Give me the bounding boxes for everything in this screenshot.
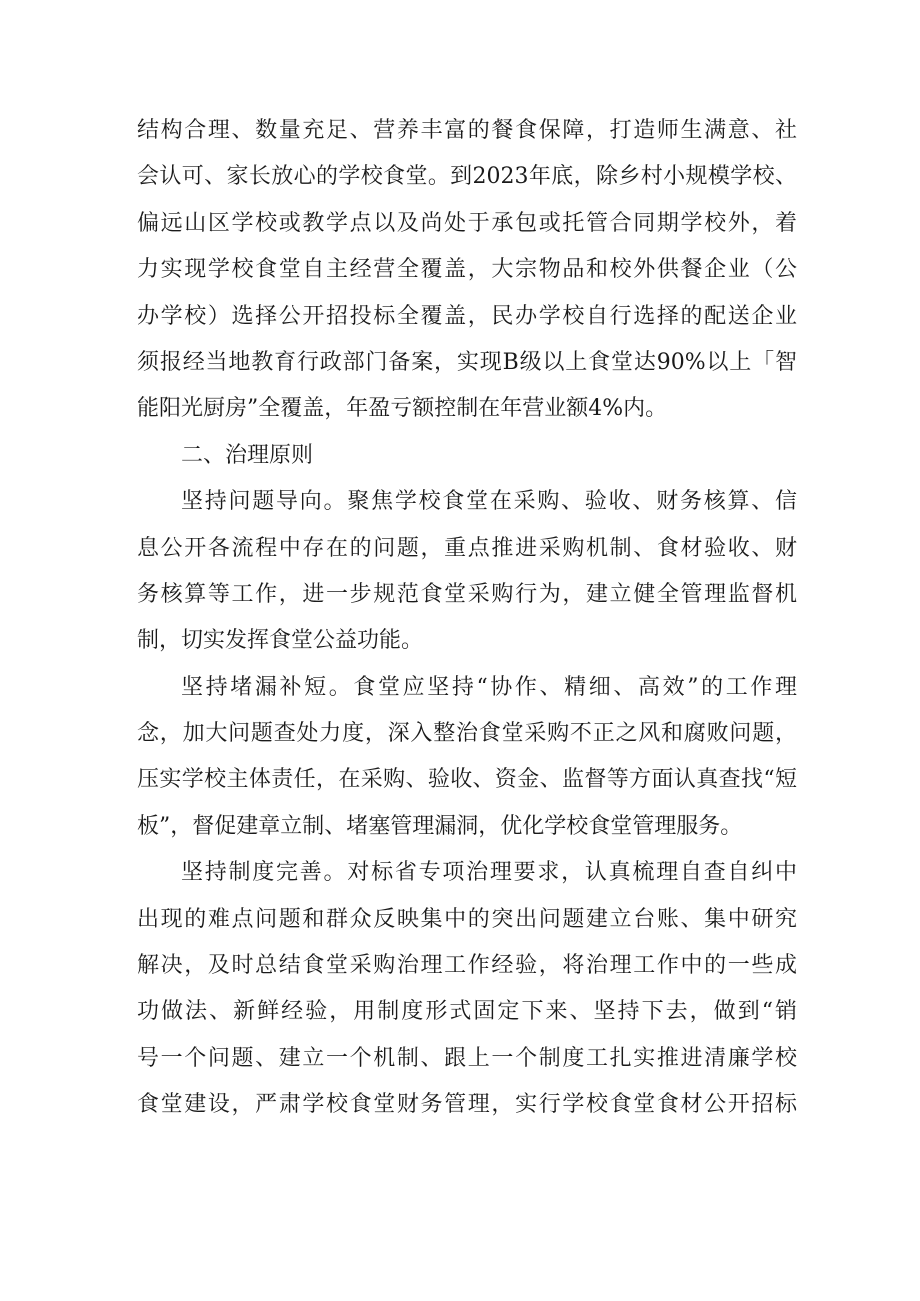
text-line: 办学校）选择公开招投标全覆盖，民办学校自行选择的配送企业 <box>137 303 797 329</box>
text-line: 念，加大问题查处力度，深入整治食堂采购不正之风和腐败问题， <box>137 721 797 747</box>
text-line: 息公开各流程中存在的问题，重点推进采购机制、食材验收、财 <box>137 535 797 561</box>
text-line: 力实现学校食堂自主经营全覆盖，大宗物品和校外供餐企业（公 <box>137 257 797 283</box>
text-line: 出现的难点问题和群众反映集中的突出问题建立台账、集中研究 <box>137 906 797 932</box>
text-line: 坚持问题导向。聚焦学校食堂在采购、验收、财务核算、信 <box>181 489 797 515</box>
text-line: 板”，督促建章立制、堵塞管理漏洞，优化学校食堂管理服务。 <box>137 813 743 839</box>
text-line: 解决，及时总结食堂采购治理工作经验，将治理工作中的一些成 <box>137 953 797 979</box>
section-heading: 二、治理原则 <box>181 442 314 468</box>
text-line: 结构合理、数量充足、营养丰富的餐食保障，打造师生满意、社 <box>137 118 797 143</box>
text-line: 食堂建设，严肃学校食堂财务管理，实行学校食堂食材公开招标 <box>137 1092 797 1118</box>
text-line: 偏远山区学校或教学点以及尚处于承包或托管合同期学校外，着 <box>137 210 797 236</box>
text-line: 制，切实发挥食堂公益功能。 <box>137 628 424 654</box>
document-body <box>137 108 797 1129</box>
text-line: 功做法、新鲜经验，用制度形式固定下来、坚持下去，做到“销 <box>137 999 797 1025</box>
text-line: 须报经当地教育行政部门备案，实现B级以上食堂达90%以上「智 <box>137 349 797 375</box>
text-line: 坚持堵漏补短。食堂应坚持“协作、精细、高效”的工作理 <box>181 674 797 700</box>
text-line: 号一个问题、建立一个机制、跟上一个制度工扎实推进清廉学校 <box>137 1045 797 1071</box>
text-line: 务核算等工作，进一步规范食堂采购行为，建立健全管理监督机 <box>137 581 797 607</box>
text-line: 能阳光厨房”全覆盖，年盈亏额控制在年营业额4%内。 <box>137 396 668 422</box>
text-line: 压实学校主体责任，在采购、验收、资金、监督等方面认真查找“短 <box>137 767 797 793</box>
text-line: 会认可、家长放心的学校食堂。到2023年底，除乡村小规模学校、 <box>137 164 797 190</box>
text-line: 坚持制度完善。对标省专项治理要求，认真梳理自查自纠中 <box>181 860 797 886</box>
